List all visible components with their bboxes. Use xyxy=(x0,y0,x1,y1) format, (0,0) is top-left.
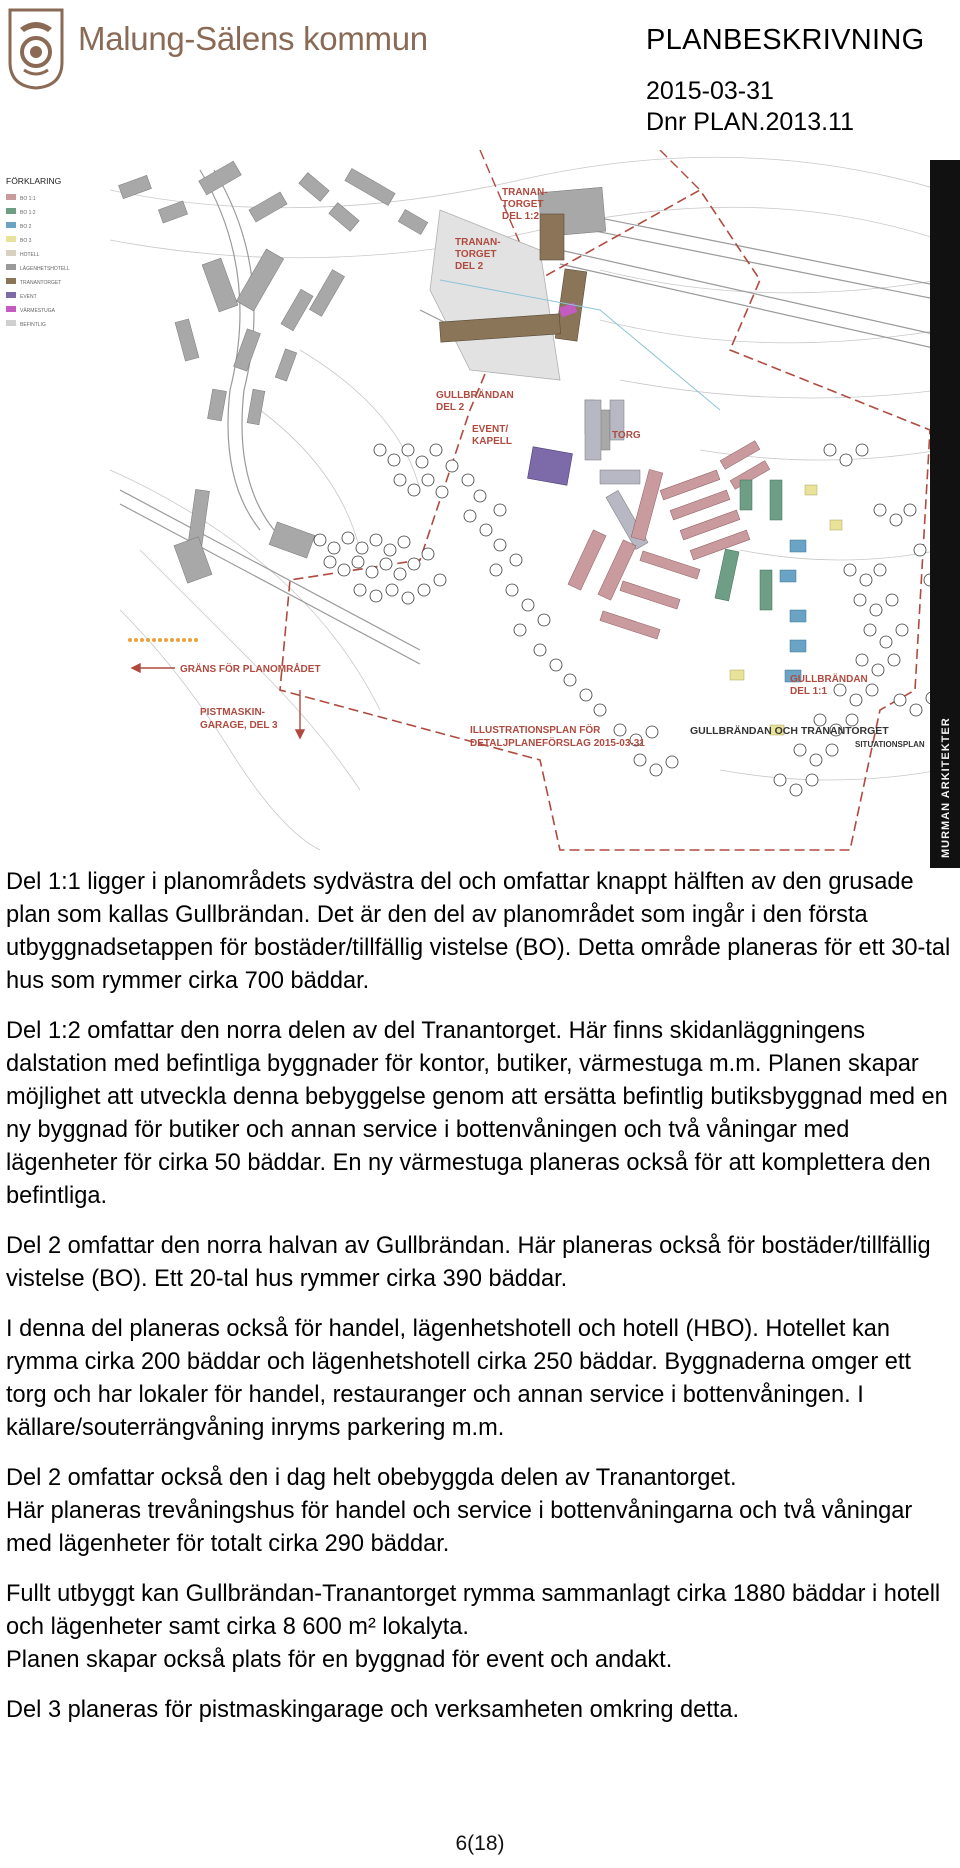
svg-text:LÄGENHETSHOTELL: LÄGENHETSHOTELL xyxy=(20,266,70,272)
label-gullbrandan-del11-line2: DEL 1:1 xyxy=(790,686,828,697)
paragraph-del-2: Del 2 omfattar den norra halvan av Gullbrändan. Här planeras också för bostäder/tillfällig vistelse (BO). Ett 20-tal hus rymmer cirka 390 bäddar. xyxy=(6,1233,931,1292)
label-tranantorget-del2-line3: DEL 2 xyxy=(455,261,484,272)
paragraph-del-1-1: Del 1:1 ligger i planområdets sydvästra del och omfattar knappt hälften av den grusade plan som kallas Gullbrändan. Det är den del av planområdet som ingår i den första utbyggnadsetappen för bostäder/tillfällig vistelse (BO). Detta område planeras för ett 30-tal hus som rymmer cirka 700 bäddar. xyxy=(6,869,951,994)
label-illustration-line2: DETALJPLANEFÖRSLAG 2015-03-31 xyxy=(470,738,645,749)
label-tranantorget-del12-line2: TORGET xyxy=(502,199,544,210)
svg-text:HOTELL: HOTELL xyxy=(20,252,40,258)
municipality-logo xyxy=(6,6,66,90)
label-grans: GRÄNS FÖR PLANOMRÅDET xyxy=(180,664,321,675)
label-tranantorget-del12-line3: DEL 1:2 xyxy=(502,211,540,222)
svg-text:BEFINTLIG: BEFINTLIG xyxy=(20,322,46,328)
svg-text:BO 1:2: BO 1:2 xyxy=(20,210,36,216)
svg-text:VÄRMESTUGA: VÄRMESTUGA xyxy=(20,308,56,314)
paragraph-del-1-2: Del 1:2 omfattar den norra delen av del Tranantorget. Här finns skidanläggningens dalstation med befintliga byggnader för kontor, butiker, värmestuga m.m. Planen skapar möjlighet att utveckla denna bebyggelse genom att ersätta befintlig butiksbyggnad med en ny byggnad för butiker och annan service i bottenvåningen och två våningar med lägenheter för cirka 50 bäddar. En ny värmestuga planeras också för att komplettera den befintliga. xyxy=(6,1018,948,1209)
svg-text:TRANANTORGET: TRANANTORGET xyxy=(20,280,62,286)
architect-name: MURMAN ARKITEKTER xyxy=(940,717,952,858)
body-text xyxy=(6,866,956,1744)
label-torg: TORG xyxy=(612,430,641,441)
organization-name: Malung-Sälens kommun xyxy=(78,20,428,57)
label-pist-line1: PISTMASKIN- xyxy=(200,707,265,718)
svg-text:BO 2: BO 2 xyxy=(20,224,32,230)
label-tranantorget-del12-line1: TRANAN- xyxy=(502,187,548,198)
label-gullbrandan-del2-line2: DEL 2 xyxy=(436,402,465,413)
paragraph-del-3: Del 3 planeras för pistmaskingarage och verksamheten omkring detta. xyxy=(6,1697,740,1723)
document-reference-number: Dnr PLAN.2013.11 xyxy=(646,108,854,136)
label-tranantorget-del2-line2: TORGET xyxy=(455,249,497,260)
document-date: 2015-03-31 xyxy=(646,77,774,105)
label-event-line2: KAPELL xyxy=(472,436,512,447)
svg-text:BO 3: BO 3 xyxy=(20,238,32,244)
site-plan-map xyxy=(0,150,960,868)
map-subtitle: SITUATIONSPLAN xyxy=(855,740,925,749)
label-event-line1: EVENT/ xyxy=(472,424,509,435)
paragraph-del-2-tranantorget: Del 2 omfattar också den i dag helt obebyggda delen av Tranantorget. Här planeras trevåningshus för handel och service i bottenvåningarna och två våningar med lägenheter för totalt cirka 290 bäddar. xyxy=(6,1465,913,1557)
label-gullbrandan-del2-line1: GULLBRÄNDAN xyxy=(436,390,514,401)
label-tranantorget-del2-line1: TRANAN- xyxy=(455,237,501,248)
page-number: 6(18) xyxy=(455,1832,505,1855)
paragraph-total: Fullt utbyggt kan Gullbrändan-Tranantorget rymma sammanlagt cirka 1880 bäddar i hotell och lägenheter samt cirka 8 600 m² lokalyta. Planen skapar också plats för en byggnad för event och andakt. xyxy=(6,1581,941,1673)
paragraph-hbo: I denna del planeras också för handel, lägenhetshotell och hotell (HBO). Hotellet kan rymma cirka 200 bäddar och lägenhetshotell cirka 250 bäddar. Byggnaderna omger ett torg och har lokaler för handel, restauranger och annan service i bottenvåningen. I källare/souterrängvåning inryms parkering m.m. xyxy=(6,1316,911,1441)
svg-text:BO 1:1: BO 1:1 xyxy=(20,196,36,202)
legend-title: FÖRKLARING xyxy=(6,176,62,186)
label-pist-line2: GARAGE, DEL 3 xyxy=(200,720,278,731)
label-gullbrandan-del11-line1: GULLBRÄNDAN xyxy=(790,674,868,685)
label-illustration-line1: ILLUSTRATIONSPLAN FÖR xyxy=(470,725,601,736)
document-type: PLANBESKRIVNING xyxy=(646,24,925,56)
map-title: GULLBRÄNDAN OCH TRANANTORGET xyxy=(690,725,889,737)
svg-text:EVENT: EVENT xyxy=(20,294,37,300)
event-kapell-building xyxy=(528,447,573,485)
